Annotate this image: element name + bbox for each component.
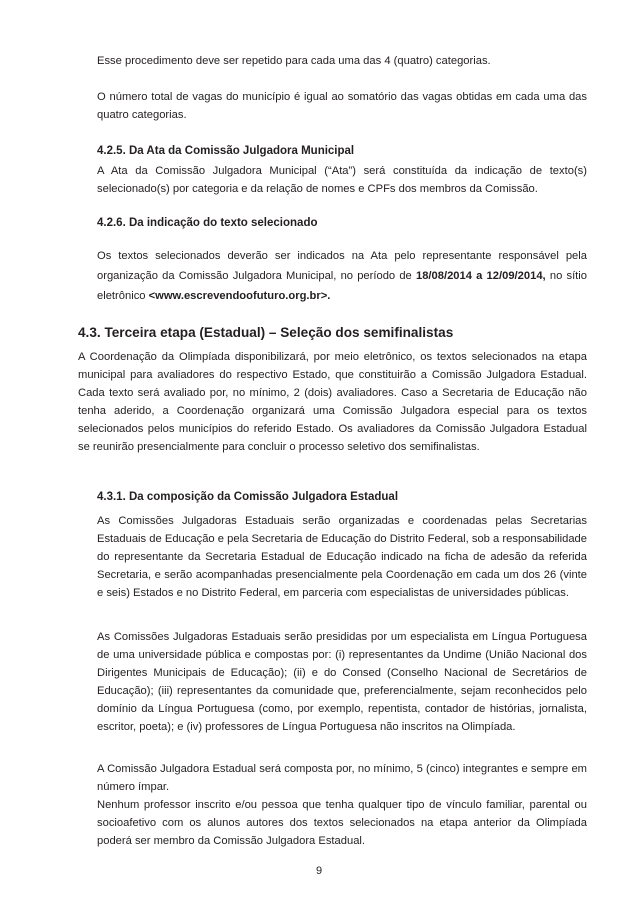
section-heading-4-2-6: 4.2.6. Da indicação do texto selecionado — [97, 217, 318, 229]
indication-website: <www.escrevendoofuturo.org.br> — [148, 290, 328, 302]
indication-period: 18/08/2014 a 12/09/2014, — [415, 270, 546, 282]
paragraph-state-commissions-composition: As Comissões Julgadoras Estaduais serão presididas por um especialista em Língua Portuguesa de uma universidade pública e compostas por: (i) representantes da Undime (União Nacional dos Dirigentes Municipais de Educação); (ii) e do Consed (Conselho Nacional de Secretários de Educação); (iii) representantes da comunidade que, preferencialmente, sejam reconhecidos pelo domínio da Língua Portuguesa (como, por exemplo, repentista, contador de histórias, jornalista, escritor, poeta); e (iv) professores de Língua Portuguesa não inscritos na Olimpíada. — [97, 631, 587, 733]
paragraph-conflict-of-interest: Nenhum professor inscrito e/ou pessoa que tenha qualquer tipo de vínculo familiar, parental ou socioafetivo com os alunos autores dos textos selecionados na etapa anterior da Olimpíada poderá ser membro da Comissão Julgadora Estadual. — [97, 799, 587, 847]
page-number: 9 — [315, 865, 323, 877]
paragraph-repeat-procedure: Esse procedimento deve ser repetido para cada uma das 4 (quatro) categorias. — [97, 55, 491, 67]
paragraph-ata-composition: A Ata da Comissão Julgadora Municipal (“Ata”) será constituída da indicação de texto(s) selecionado(s) por categoria e da relação de nomes e CPFs dos membros da Comissão. — [97, 165, 587, 195]
section-heading-4-3-1: 4.3.1. Da composição da Comissão Julgadora Estadual — [97, 491, 399, 503]
paragraph-commission-size: A Comissão Julgadora Estadual será composta por, no mínimo, 5 (cinco) integrantes e sempre em número ímpar. — [97, 763, 587, 793]
paragraph-text-indication — [97, 246, 587, 306]
section-heading-4-2-5: 4.2.5. Da Ata da Comissão Julgadora Municipal — [97, 145, 355, 157]
text-indication-site-lead: no sítio eletrônico — [97, 270, 587, 302]
paragraph-state-commissions-organization: As Comissões Julgadoras Estaduais serão organizadas e coordenadas pelas Secretarias Estaduais de Educação e pela Secretaria de Educação do Distrito Federal, sob a responsabilidade do representante da Secretaria Estadual de Educação indicado na ficha de adesão da referida Secretaria, e serão acompanhadas presencialmente pela Coordenação em cada um dos 26 (vinte e seis) Estados e no Distrito Federal, em parceria com especialistas de universidades públicas. — [97, 515, 587, 599]
text-indication-lead: Os textos selecionados deverão ser indicados na Ata pelo representante responsável pela organização da Comissão Julgadora Municipal, no período de — [97, 250, 587, 282]
indication-end-period: . — [327, 290, 331, 302]
paragraph-total-vacancies: O número total de vagas do município é igual ao somatório das vagas obtidas em cada uma das quatro categorias. — [97, 91, 587, 121]
paragraph-third-stage: A Coordenação da Olimpíada disponibilizará, por meio eletrônico, os textos selecionados na etapa municipal para avaliadores do respectivo Estado, que constituirão a Comissão Julgadora Estadual. Cada texto será avaliado por, no mínimo, 2 (dois) avaliadores. Caso a Secretaria de Educação não tenha aderido, a Coordenação organizará uma Comissão Julgadora especial para os textos selecionados pelos municípios do referido Estado. Os avaliadores da Comissão Julgadora Estadual se reunirão presencialmente para concluir o processo seletivo dos semifinalistas. — [78, 351, 587, 453]
section-heading-4-3: 4.3. Terceira etapa (Estadual) – Seleção dos semifinalistas — [78, 325, 454, 340]
